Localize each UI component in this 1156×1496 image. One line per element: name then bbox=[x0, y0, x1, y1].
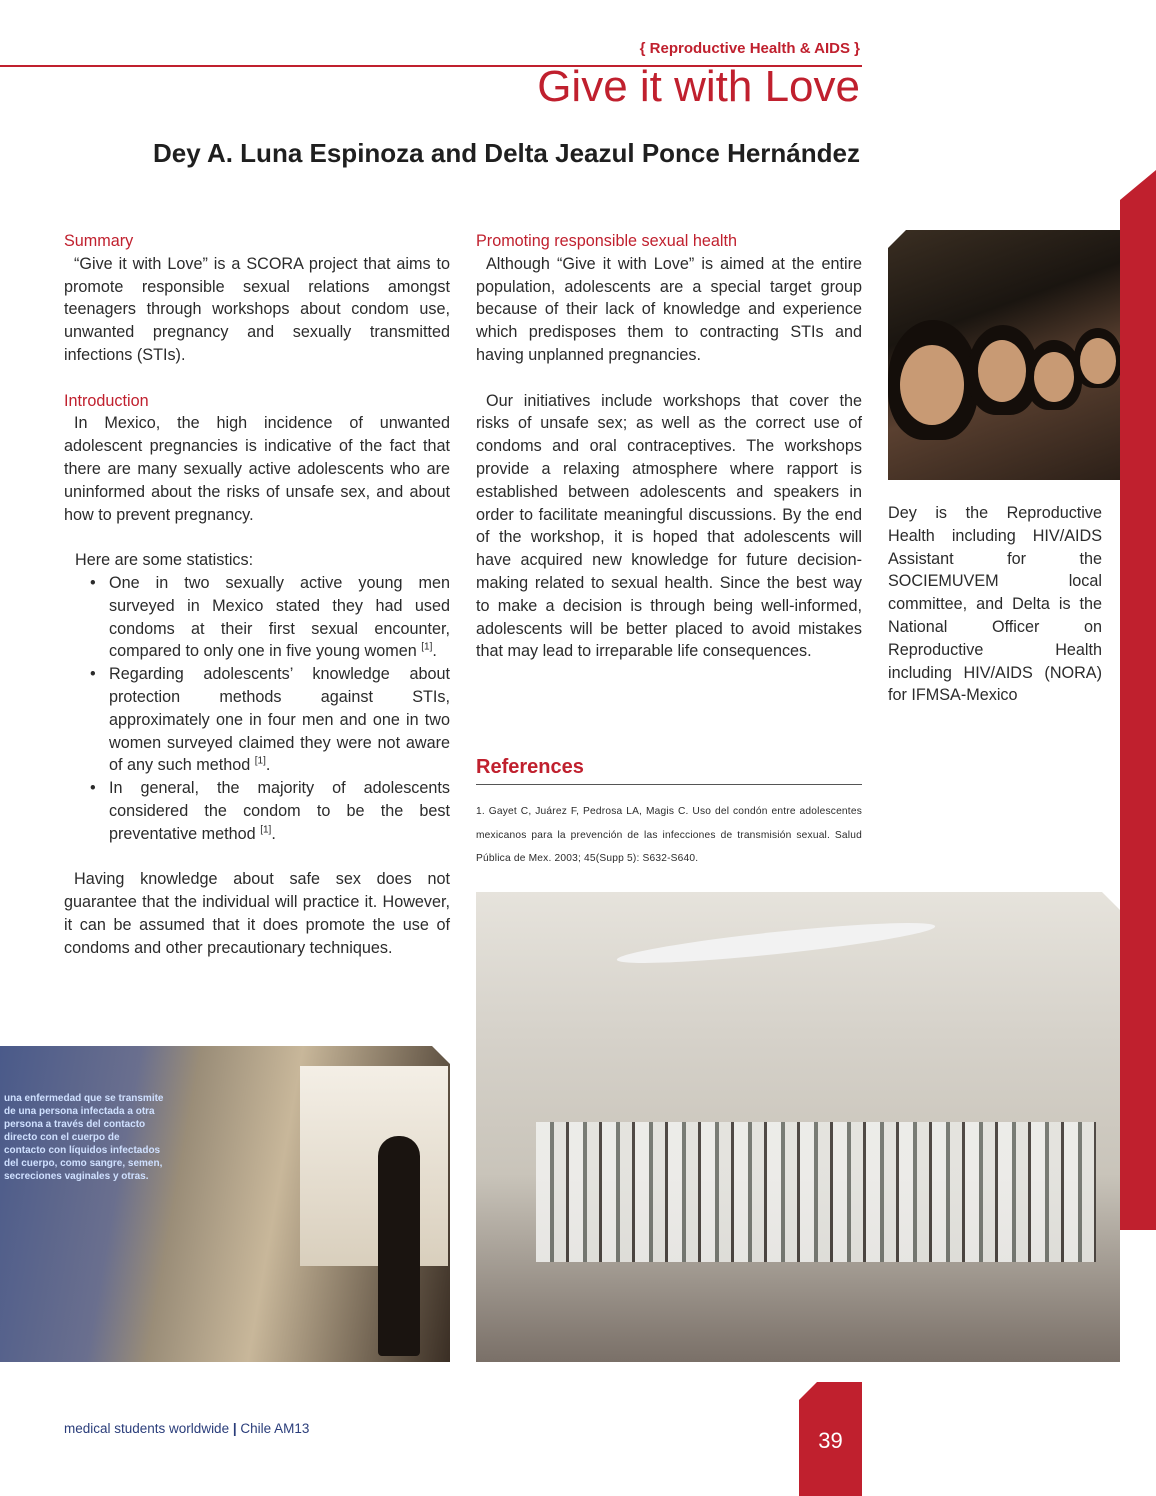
ceiling-fan bbox=[616, 915, 937, 970]
side-band-corner bbox=[1120, 170, 1156, 200]
closing-text: Having knowledge about safe sex does not guarantee that the individual will practice it. However, it can be assumed that it does promote the use of condoms and other precautionary techniques. bbox=[64, 870, 450, 957]
summary-text: “Give it with Love” is a SCORA project that aims to promote responsible sexual relations amongst teenagers through workshops about condom use, unwanted pregnancy and sexually transmitted infections (STIs). bbox=[64, 254, 450, 364]
photo-corner bbox=[432, 1046, 450, 1064]
page-number: 39 bbox=[818, 1428, 843, 1453]
promoting-para-2: Our initiatives include workshops that cover the risks of unsafe sex; as well as the correct use of condoms and oral contraceptives. The workshops provide a relaxing atmosphere where rapport is established between adolescents and speakers in order to facilitate meaningful discussions. By the end of the workshop, it is hoped that adolescents will have acquired new knowledge for future decision-making related to sexual health. Since the best way to make a decision is through being well-informed, adolescents will be better placed to avoid mistakes that may lead to irreparable life consequences. bbox=[476, 391, 862, 661]
list-item: • One in two sexually active young men surveyed in Mexico stated they had used condoms at their first sexual encounter, compared to only one in five young women [1]. bbox=[109, 572, 450, 663]
references-heading: References bbox=[476, 756, 584, 778]
reference-item: 1. Gayet C, Juárez F, Pedrosa LA, Magis C. Uso del condón entre adolescentes mexicanos para la prevención de las infecciones de transmisión sexual. Salud Pública de Mex. 2003; 45(Supp 5): S632-S640. bbox=[476, 806, 862, 864]
window bbox=[300, 1066, 448, 1266]
references-rule bbox=[476, 784, 862, 785]
promoting-para-1: Although “Give it with Love” is aimed at the entire population, adolescents are a special target group because of their lack of knowledge and experience which predisposes them to contracting STIs and having unplanned pregnancies. bbox=[476, 254, 862, 364]
page-tab-corner bbox=[799, 1382, 817, 1400]
photo-corner bbox=[888, 230, 906, 248]
students-group-photo bbox=[476, 892, 1120, 1362]
presenter-silhouette bbox=[378, 1136, 420, 1356]
footer-publication: medical students worldwide | Chile AM13 bbox=[64, 1421, 310, 1436]
column-left bbox=[64, 230, 450, 960]
list-item: • In general, the majority of adolescents considered the condom to be the best preventative method [1]. bbox=[109, 777, 450, 845]
citation: [1] bbox=[260, 824, 272, 836]
summary-heading: Summary bbox=[64, 232, 134, 250]
promoting-heading: Promoting responsible sexual health bbox=[476, 232, 737, 250]
article-authors: Dey A. Luna Espinoza and Delta Jeazul Ponce Hernández bbox=[153, 138, 860, 168]
workshop-presentation-photo bbox=[0, 1046, 450, 1362]
list-item: • Regarding adolescents’ knowledge about protection methods against STIs, approximately one in four men and one in two women surveyed claimed they were not aware of any such method [1]. bbox=[109, 663, 450, 777]
photo-caption: Dey is the Reproductive Health including HIV/AIDS Assistant for the SOCIEMUVEM local committee, and Delta is the National Officer on Reproductive Health including HIV/AIDS (NORA) for IFMSA-Mexico bbox=[888, 504, 1102, 705]
side-accent-band bbox=[1120, 170, 1156, 1230]
introduction-heading: Introduction bbox=[64, 391, 149, 410]
photo-corner bbox=[1102, 892, 1120, 910]
projected-slide-text: una enfermedad que se transmite de una persona infectada a otra persona a través del contacto directo con el cuerpo de contacto con líquidos infectados del cuerpo, como sangre, semen, secreciones vaginales y otras. bbox=[4, 1093, 164, 1182]
stats-list bbox=[64, 572, 450, 846]
authors-photo bbox=[888, 230, 1120, 480]
introduction-text: In Mexico, the high incidence of unwanted adolescent pregnancies is indicative of the fact that there are many sexually active adolescents who are uninformed about the risks of unsafe sex, and about how to prevent pregnancy. bbox=[64, 414, 450, 524]
stats-intro: Here are some statistics: bbox=[75, 551, 254, 570]
citation: [1] bbox=[421, 641, 433, 653]
student-group bbox=[536, 1122, 1096, 1262]
article-title: Give it with Love bbox=[537, 62, 860, 111]
citation: [1] bbox=[254, 755, 266, 767]
section-tag: { Reproductive Health & AIDS } bbox=[639, 40, 860, 57]
column-middle bbox=[476, 230, 862, 663]
